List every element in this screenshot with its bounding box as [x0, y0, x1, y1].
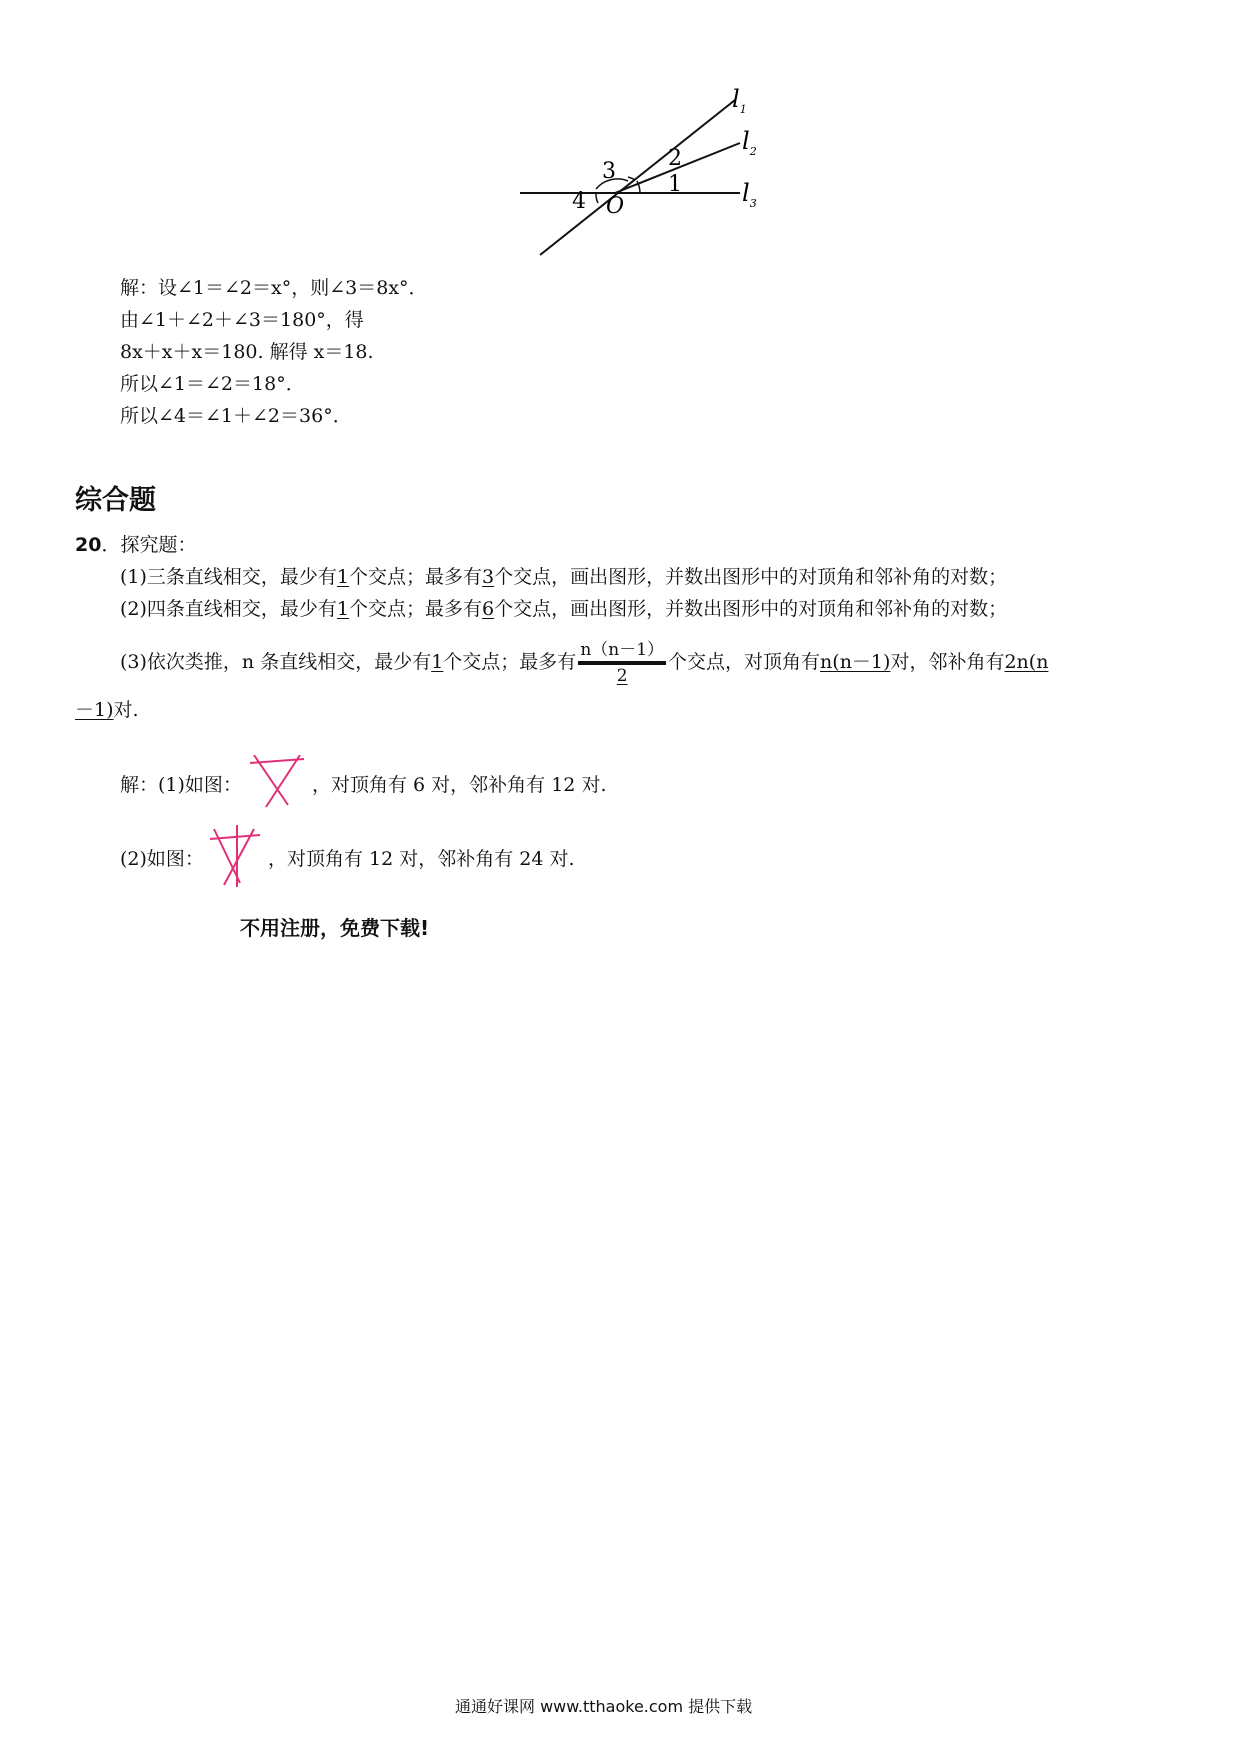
question-20-part-2: [120, 597, 1007, 621]
fraction-numerator: n（n－1）: [578, 639, 666, 665]
label-angle-3: 3: [602, 159, 616, 184]
answer-blank: 6: [482, 598, 495, 620]
promo-text: 不用注册，免费下载!: [240, 916, 430, 940]
label-l3: $l_3$: [742, 179, 757, 210]
question-title: ．探究题：: [101, 534, 197, 556]
text: 个交点，画出图形，并数出图形中的对顶角和邻补角的对数；: [494, 566, 1008, 588]
solution-line: 所以∠1＝∠2＝18°．: [120, 373, 305, 395]
text: 个交点，对顶角有: [668, 651, 821, 673]
question-20-part-3: [120, 636, 1048, 688]
text: 对.: [113, 699, 139, 721]
label-angle-4: 4: [572, 189, 586, 214]
solution-line: 所以∠4＝∠1＋∠2＝36°．: [120, 405, 352, 427]
section-title: 综合题: [75, 485, 156, 516]
solution-20-1: [120, 755, 606, 809]
question-20-part-3-cont: [75, 698, 139, 722]
text: 个交点；最多有: [349, 566, 483, 588]
answer-blank: 2n(n: [1004, 651, 1049, 673]
label-angle-1: 1: [668, 172, 682, 197]
answer-blank: 1: [431, 651, 444, 673]
answer-blank: 3: [482, 566, 495, 588]
text: 解：(1)如图：: [120, 774, 242, 796]
text: (2)四条直线相交，最少有: [120, 598, 337, 620]
text: 个交点；最多有: [443, 651, 577, 673]
solution-line: 由∠1＋∠2＋∠3＝180°，得: [120, 309, 364, 331]
text: 个交点，画出图形，并数出图形中的对顶角和邻补角的对数；: [494, 598, 1008, 620]
text: (1)三条直线相交，最少有: [120, 566, 337, 588]
text: (3)依次类推，n 条直线相交，最少有: [120, 651, 432, 673]
text: ，对顶角有 6 对，邻补角有 12 对.: [312, 774, 607, 796]
label-angle-2: 2: [668, 146, 682, 171]
answer-blank: －1): [75, 699, 114, 721]
three-lines-sketch: [248, 755, 306, 809]
label-point-o: O: [606, 194, 625, 219]
text: 对，邻补角有: [890, 651, 1005, 673]
text: 个交点；最多有: [349, 598, 483, 620]
angle-figure: [500, 85, 790, 265]
answer-blank: n(n－1): [820, 651, 891, 673]
label-l1: $l_1$: [732, 85, 747, 116]
solution-line: 8x＋x＋x＝180. 解得 x＝18.: [120, 341, 374, 363]
four-lines-sketch: [210, 825, 262, 887]
label-l2: $l_2$: [742, 127, 757, 158]
answer-blank: 1: [336, 598, 350, 620]
text: (2)如图：: [120, 848, 204, 870]
text: ，对顶角有 12 对，邻补角有 24 对.: [268, 848, 575, 870]
question-20-part-1: [120, 565, 1007, 589]
solution-line: 解：设∠1＝∠2＝x°，则∠3＝8x°．: [120, 277, 428, 299]
question-20-title: [75, 533, 196, 557]
footer-text[interactable]: 通通好课网 www.tthaoke.com 提供下载: [455, 1697, 753, 1716]
fraction: [578, 639, 666, 687]
fraction-denominator: 2: [616, 666, 628, 686]
answer-blank: 1: [336, 566, 350, 588]
question-number: 20: [75, 534, 102, 556]
solution-20-2: [120, 825, 575, 887]
